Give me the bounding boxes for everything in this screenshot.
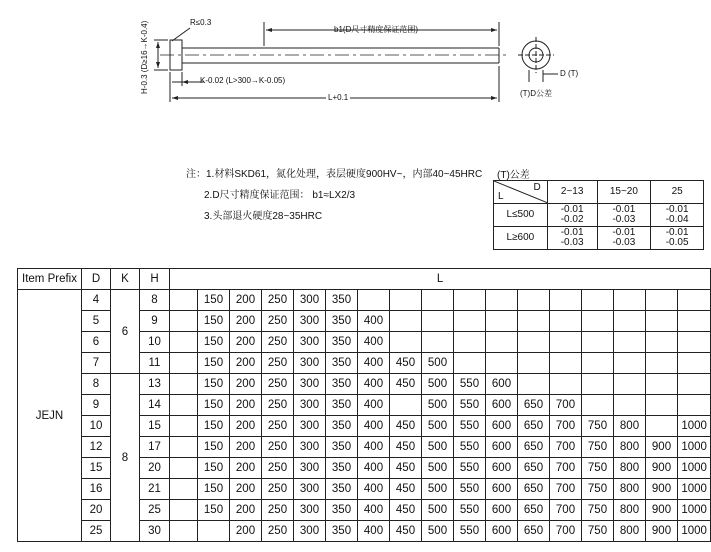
l-spacer-cell (170, 458, 198, 479)
l-value-cell: 400 (358, 311, 390, 332)
l-value-cell: 200 (230, 290, 262, 311)
tolerance-corner-cell (494, 181, 548, 204)
l-value-cell: 650 (518, 416, 550, 437)
l-value-cell: 150 (198, 479, 230, 500)
l-value-cell: 300 (294, 374, 326, 395)
l-value-cell: 800 (614, 479, 646, 500)
l-value-cell: 250 (262, 479, 294, 500)
l-value-cell: 450 (390, 374, 422, 395)
l-value-cell: 550 (454, 395, 486, 416)
h-cell: 17 (140, 437, 170, 458)
l-value-cell: 150 (198, 500, 230, 521)
l-value-cell (582, 353, 614, 374)
l-value-cell: 300 (294, 395, 326, 416)
l-value-cell: 200 (230, 479, 262, 500)
l-value-cell: 400 (358, 374, 390, 395)
l-value-cell (198, 521, 230, 542)
l-value-cell (390, 290, 422, 311)
l-value-cell (646, 395, 678, 416)
tolerance-lower: -0.03 (612, 214, 636, 225)
l-value-cell: 600 (486, 458, 518, 479)
l-value-cell: 550 (454, 521, 486, 542)
dimension-table (17, 268, 711, 542)
l-value-cell: 500 (422, 437, 454, 458)
l-value-cell: 400 (358, 500, 390, 521)
l-value-cell: 200 (230, 332, 262, 353)
l-value-cell (454, 353, 486, 374)
l-value-cell: 550 (454, 416, 486, 437)
l-value-cell: 150 (198, 332, 230, 353)
l-value-cell: 400 (358, 521, 390, 542)
l-value-cell: 650 (518, 521, 550, 542)
l-value-cell: 200 (230, 395, 262, 416)
l-value-cell: 500 (422, 458, 454, 479)
l-value-cell (614, 290, 646, 311)
header-h: H (140, 269, 170, 290)
d-tolerance-label: D (T) (560, 69, 579, 78)
l-value-cell: 150 (198, 395, 230, 416)
l-value-cell: 500 (422, 416, 454, 437)
h-cell: 8 (140, 290, 170, 311)
table-row (18, 290, 711, 311)
l-value-cell (678, 395, 711, 416)
l-value-cell: 750 (582, 521, 614, 542)
l-value-cell: 450 (390, 500, 422, 521)
l-value-cell (454, 332, 486, 353)
l-value-cell: 400 (358, 437, 390, 458)
tolerance-cell (597, 204, 651, 227)
d-cell: 5 (82, 311, 111, 332)
l-value-cell: 750 (582, 500, 614, 521)
l-value-cell: 550 (454, 479, 486, 500)
l-value-cell: 400 (358, 353, 390, 374)
l-spacer-cell (170, 416, 198, 437)
l-value-cell (454, 290, 486, 311)
h-cell: 14 (140, 395, 170, 416)
l-value-cell: 150 (198, 458, 230, 479)
tolerance-lower: -0.05 (665, 237, 689, 248)
tolerance-col-header: 2~13 (547, 181, 597, 204)
b1-label: b1(D尺寸精度保证范围) (334, 25, 419, 34)
ejector-pin-drawing (0, 0, 711, 150)
tolerance-table (493, 180, 704, 250)
l-spacer-cell (170, 374, 198, 395)
l-value-cell (678, 290, 711, 311)
l-value-cell (614, 395, 646, 416)
h-cell: 15 (140, 416, 170, 437)
l-value-cell (550, 374, 582, 395)
l-value-cell: 900 (646, 521, 678, 542)
tolerance-upper: -0.01 (665, 204, 689, 215)
l-value-cell: 650 (518, 458, 550, 479)
d-cell: 4 (82, 290, 111, 311)
radius-note: R≤0.3 (190, 18, 212, 27)
l-value-cell (390, 395, 422, 416)
l-spacer-cell (170, 479, 198, 500)
l-value-cell: 350 (326, 332, 358, 353)
l-value-cell: 700 (550, 458, 582, 479)
l-value-cell (582, 374, 614, 395)
tolerance-row-label: L≤500 (494, 204, 548, 227)
tolerance-col-header: 15~20 (597, 181, 651, 204)
l-value-cell: 400 (358, 395, 390, 416)
l-spacer-cell (170, 311, 198, 332)
l-value-cell: 600 (486, 479, 518, 500)
l-value-cell: 150 (198, 353, 230, 374)
l-value-cell: 200 (230, 437, 262, 458)
l-value-cell: 500 (422, 479, 454, 500)
l-value-cell (678, 332, 711, 353)
tolerance-col-header: 25 (651, 181, 704, 204)
l-value-cell (518, 374, 550, 395)
tolerance-upper: -0.01 (665, 227, 689, 238)
tolerance-upper: -0.01 (560, 227, 584, 238)
l-value-cell: 150 (198, 374, 230, 395)
l-value-cell: 650 (518, 479, 550, 500)
l-value-cell: 500 (422, 500, 454, 521)
tolerance-upper: -0.01 (612, 204, 636, 215)
l-value-cell (550, 353, 582, 374)
l-value-cell: 300 (294, 521, 326, 542)
h-cell: 21 (140, 479, 170, 500)
d-cell: 8 (82, 374, 111, 395)
tolerance-corner-l: L (498, 191, 504, 202)
l-value-cell: 750 (582, 416, 614, 437)
l-value-cell: 350 (326, 311, 358, 332)
l-value-cell: 450 (390, 416, 422, 437)
l-dimension-label: L+0.1 (328, 93, 349, 102)
l-value-cell: 500 (422, 521, 454, 542)
l-value-cell: 600 (486, 437, 518, 458)
l-value-cell (518, 290, 550, 311)
l-value-cell: 300 (294, 311, 326, 332)
l-value-cell: 300 (294, 290, 326, 311)
l-value-cell: 1000 (678, 479, 711, 500)
l-value-cell: 350 (326, 395, 358, 416)
l-value-cell: 1000 (678, 458, 711, 479)
tolerance-upper: -0.01 (560, 204, 584, 215)
note-line-2: 2.D尺寸精度保证范围： b1≈LX2/3 (204, 190, 356, 201)
tolerance-upper: -0.01 (612, 227, 636, 238)
notes-block (186, 164, 482, 227)
l-value-cell: 800 (614, 437, 646, 458)
d-cell: 16 (82, 479, 111, 500)
l-value-cell: 700 (550, 437, 582, 458)
l-value-cell (454, 311, 486, 332)
l-value-cell: 300 (294, 437, 326, 458)
d-cell: 9 (82, 395, 111, 416)
tolerance-cell (547, 204, 597, 227)
l-value-cell: 450 (390, 521, 422, 542)
l-value-cell (486, 290, 518, 311)
h-cell: 11 (140, 353, 170, 374)
l-value-cell: 250 (262, 500, 294, 521)
l-value-cell: 500 (422, 353, 454, 374)
l-value-cell: 900 (646, 479, 678, 500)
tolerance-row-label: L≥600 (494, 227, 548, 250)
l-value-cell (486, 332, 518, 353)
l-value-cell (550, 332, 582, 353)
l-value-cell: 200 (230, 374, 262, 395)
tolerance-corner-d: D (533, 182, 541, 193)
l-value-cell (646, 311, 678, 332)
l-value-cell: 750 (582, 479, 614, 500)
l-value-cell (614, 374, 646, 395)
h-dimension-label: H-0.3 (D≥16→K-0.4) (140, 20, 149, 94)
l-value-cell (614, 311, 646, 332)
k-cell: 8 (111, 374, 140, 542)
l-value-cell: 250 (262, 353, 294, 374)
l-value-cell: 250 (262, 395, 294, 416)
l-value-cell (518, 332, 550, 353)
l-value-cell: 250 (262, 437, 294, 458)
l-value-cell: 250 (262, 311, 294, 332)
l-value-cell (390, 311, 422, 332)
l-value-cell: 200 (230, 416, 262, 437)
l-value-cell: 300 (294, 332, 326, 353)
l-value-cell: 500 (422, 374, 454, 395)
l-value-cell: 150 (198, 437, 230, 458)
l-value-cell: 800 (614, 521, 646, 542)
l-value-cell: 250 (262, 458, 294, 479)
h-cell: 20 (140, 458, 170, 479)
l-value-cell: 450 (390, 458, 422, 479)
l-value-cell: 600 (486, 395, 518, 416)
l-value-cell: 1000 (678, 521, 711, 542)
l-value-cell: 1000 (678, 416, 711, 437)
l-value-cell (646, 332, 678, 353)
l-spacer-cell (170, 395, 198, 416)
l-value-cell: 900 (646, 500, 678, 521)
l-value-cell: 700 (550, 479, 582, 500)
l-value-cell: 350 (326, 500, 358, 521)
header-d: D (82, 269, 111, 290)
l-value-cell: 300 (294, 416, 326, 437)
l-value-cell (646, 290, 678, 311)
l-value-cell: 150 (198, 416, 230, 437)
l-value-cell (646, 374, 678, 395)
l-value-cell: 400 (358, 479, 390, 500)
l-value-cell: 200 (230, 458, 262, 479)
l-value-cell (422, 332, 454, 353)
l-value-cell: 550 (454, 458, 486, 479)
tolerance-cell (597, 227, 651, 250)
l-value-cell: 250 (262, 521, 294, 542)
h-cell: 25 (140, 500, 170, 521)
l-value-cell: 1000 (678, 500, 711, 521)
tolerance-cell (651, 227, 704, 250)
l-value-cell: 600 (486, 416, 518, 437)
l-value-cell (678, 311, 711, 332)
l-value-cell: 350 (326, 416, 358, 437)
k-cell: 6 (111, 290, 140, 374)
l-value-cell (614, 332, 646, 353)
l-spacer-cell (170, 521, 198, 542)
l-value-cell: 350 (326, 437, 358, 458)
d-cell: 6 (82, 332, 111, 353)
l-value-cell: 200 (230, 521, 262, 542)
l-value-cell: 1000 (678, 437, 711, 458)
note-line-1: 注：1.材料SKD61，氮化处理，表层硬度900HV~，内部40~45HRC (186, 169, 483, 180)
l-value-cell: 550 (454, 500, 486, 521)
l-value-cell: 250 (262, 332, 294, 353)
tolerance-cell (547, 227, 597, 250)
l-value-cell (390, 332, 422, 353)
l-value-cell (582, 395, 614, 416)
k-dimension-label: K-0.02 (L>300→K-0.05) (200, 76, 286, 85)
l-value-cell: 350 (326, 479, 358, 500)
l-value-cell: 400 (358, 332, 390, 353)
l-value-cell: 350 (326, 353, 358, 374)
l-value-cell: 600 (486, 374, 518, 395)
l-value-cell: 350 (326, 374, 358, 395)
header-item-prefix: Item Prefix (18, 269, 82, 290)
l-value-cell: 350 (326, 290, 358, 311)
l-value-cell: 250 (262, 416, 294, 437)
l-spacer-cell (170, 500, 198, 521)
l-value-cell: 200 (230, 353, 262, 374)
l-value-cell: 150 (198, 290, 230, 311)
header-k: K (111, 269, 140, 290)
h-cell: 30 (140, 521, 170, 542)
l-spacer-cell (170, 332, 198, 353)
l-value-cell: 700 (550, 395, 582, 416)
l-value-cell (646, 416, 678, 437)
d-cell: 12 (82, 437, 111, 458)
l-value-cell: 650 (518, 437, 550, 458)
l-value-cell: 250 (262, 374, 294, 395)
l-value-cell: 450 (390, 353, 422, 374)
l-value-cell: 550 (454, 437, 486, 458)
l-value-cell: 300 (294, 353, 326, 374)
l-value-cell (678, 374, 711, 395)
l-value-cell: 150 (198, 311, 230, 332)
l-value-cell: 450 (390, 437, 422, 458)
l-value-cell (486, 353, 518, 374)
l-value-cell: 650 (518, 395, 550, 416)
l-value-cell (422, 311, 454, 332)
l-value-cell: 500 (422, 395, 454, 416)
l-value-cell: 350 (326, 521, 358, 542)
l-value-cell: 400 (358, 458, 390, 479)
l-value-cell: 300 (294, 458, 326, 479)
l-value-cell (678, 353, 711, 374)
l-value-cell: 700 (550, 521, 582, 542)
l-value-cell (518, 311, 550, 332)
l-value-cell (422, 290, 454, 311)
l-spacer-cell (170, 353, 198, 374)
l-value-cell: 550 (454, 374, 486, 395)
l-value-cell: 600 (486, 521, 518, 542)
h-cell: 9 (140, 311, 170, 332)
l-value-cell: 900 (646, 437, 678, 458)
table-row (18, 374, 711, 395)
item-prefix-cell: JEJN (18, 290, 82, 542)
d-cell: 15 (82, 458, 111, 479)
header-l: L (170, 269, 711, 290)
d-cell: 20 (82, 500, 111, 521)
tolerance-lower: -0.04 (665, 214, 689, 225)
l-value-cell (518, 353, 550, 374)
l-value-cell (486, 311, 518, 332)
l-value-cell: 750 (582, 437, 614, 458)
l-value-cell: 800 (614, 416, 646, 437)
l-value-cell: 750 (582, 458, 614, 479)
l-value-cell (550, 311, 582, 332)
tolerance-lower: -0.03 (560, 237, 584, 248)
l-value-cell: 250 (262, 290, 294, 311)
note-line-3: 3.头部退火硬度28~35HRC (204, 211, 323, 222)
h-cell: 13 (140, 374, 170, 395)
l-value-cell (582, 332, 614, 353)
d-cell: 7 (82, 353, 111, 374)
l-value-cell: 200 (230, 311, 262, 332)
l-value-cell (614, 353, 646, 374)
l-value-cell (582, 290, 614, 311)
l-value-cell: 350 (326, 458, 358, 479)
l-value-cell: 800 (614, 458, 646, 479)
l-spacer-cell (170, 437, 198, 458)
l-value-cell (582, 311, 614, 332)
l-value-cell: 450 (390, 479, 422, 500)
d-tolerance-caption: (T)D公差 (520, 89, 552, 98)
tolerance-title: (T)公差 (497, 170, 530, 181)
l-value-cell: 900 (646, 458, 678, 479)
l-value-cell: 600 (486, 500, 518, 521)
l-value-cell: 700 (550, 500, 582, 521)
d-cell: 10 (82, 416, 111, 437)
tolerance-cell (651, 204, 704, 227)
l-value-cell (646, 353, 678, 374)
l-value-cell: 300 (294, 479, 326, 500)
h-cell: 10 (140, 332, 170, 353)
l-value-cell: 200 (230, 500, 262, 521)
l-value-cell: 300 (294, 500, 326, 521)
l-value-cell (550, 290, 582, 311)
d-cell: 25 (82, 521, 111, 542)
l-spacer-cell (170, 290, 198, 311)
l-value-cell (358, 290, 390, 311)
tolerance-lower: -0.03 (612, 237, 636, 248)
l-value-cell: 800 (614, 500, 646, 521)
tolerance-lower: -0.02 (560, 214, 584, 225)
l-value-cell: 700 (550, 416, 582, 437)
l-value-cell: 650 (518, 500, 550, 521)
l-value-cell: 400 (358, 416, 390, 437)
